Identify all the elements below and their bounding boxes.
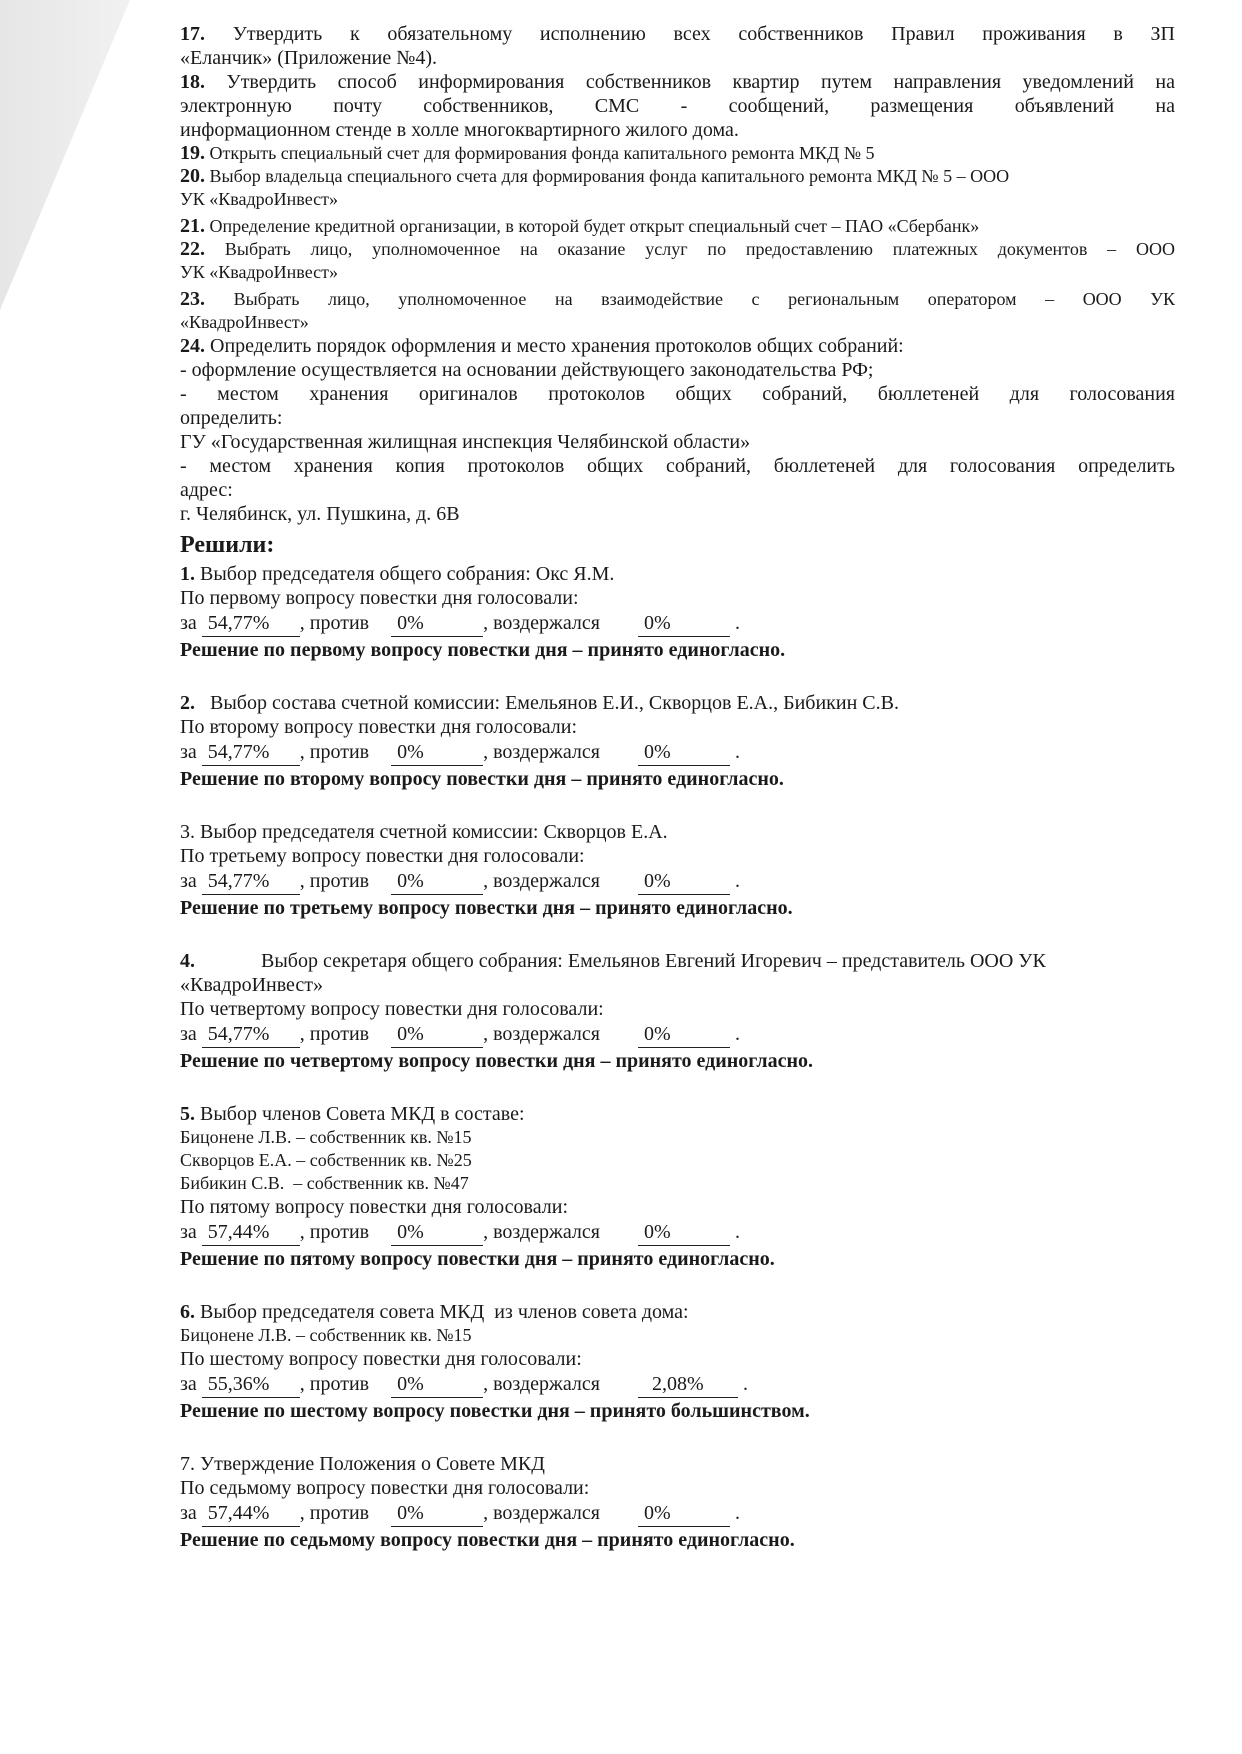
against-label: , против [299,1502,370,1524]
decision-title [180,820,1175,844]
decision-2 [180,691,1175,792]
agenda-item-24-line: адрес: [180,479,233,501]
decision-result: Решение по второму вопросу повестки дня – принято единогласно. [180,768,784,790]
council-member: Скворцов Е.А. – собственник кв. №25 [180,1150,472,1170]
abstained-label: , воздержался [483,870,600,892]
for-value: 54,77% [202,868,300,895]
agenda-item-22-cont: УК «КвадроИнвест» [180,262,338,282]
decision-text: Выбор состава счетной комиссии: Емельянов Е.И., Скворцов Е.А., Бибикин С.В. [210,692,899,714]
for-value: 54,77% [202,739,300,766]
vote-end: . [734,1221,740,1243]
against-label: , против [299,1221,370,1243]
decision-6 [180,1300,1175,1424]
vote-results [180,1021,1175,1048]
item-text: Выбор владельца специального счета для формирования фонда капитального ремонта МКД № 5 – ООО [209,166,1010,186]
agenda-item-24-line: - местом хранения копия протоколов общих собраний, бюллетеней для голосования определить [180,455,1175,477]
for-value: 54,77% [202,1021,300,1048]
abstained-label: , воздержался [483,1023,600,1045]
vote-results [180,1371,1175,1398]
decision-title [180,691,1175,715]
decision-result: Решение по первому вопросу повестки дня – принято единогласно. [180,639,786,661]
decided-heading: Решили: [180,532,275,558]
against-label: , против [299,612,370,634]
item-number: 23. [180,288,205,310]
voted-line: По пятому вопросу повестки дня голосовали: [180,1196,569,1218]
decision-number: 2. [180,692,195,714]
decision-4 [180,949,1175,1074]
against-label: , против [299,741,370,763]
item-number: 24. [180,335,205,357]
abstained-label: , воздержался [483,741,600,763]
decision-result: Решение по седьмому вопросу повестки дня – принято единогласно. [180,1529,795,1551]
decision-number: 7. [180,1453,195,1475]
against-value: 0% [391,1021,483,1048]
vote-results [180,1219,1175,1246]
council-member: Бицонене Л.В. – собственник кв. №15 [180,1127,472,1147]
decision-text: Выбор председателя счетной комиссии: Скворцов Е.А. [200,821,668,843]
item-text: Утвердить способ информирования собственников квартир путем направления уведомлений на [226,71,1176,93]
scan-shadow [0,0,140,320]
for-label: за [180,1373,197,1395]
agenda-item-18 [180,70,1175,94]
decision-text: Выбор секретаря общего собрания: Емельянов Евгений Игоревич – представитель ООО УК [261,950,1046,972]
against-value: 0% [391,610,483,637]
agenda-item-20-cont: УК «КвадроИнвест» [180,189,338,209]
decision-7 [180,1452,1175,1553]
agenda-item-24-line: ГУ «Государственная жилищная инспекция Челябинской области» [180,431,751,453]
vote-end: . [734,870,740,892]
voted-line: По шестому вопросу повестки дня голосовали: [180,1348,582,1370]
decision-number: 4. [180,950,195,972]
decision-title [180,562,1175,586]
agenda-item-24-line: определить: [180,407,283,429]
agenda-item-22 [180,238,1175,261]
against-label: , против [299,870,370,892]
for-label: за [180,870,197,892]
abstained-value: 0% [638,1021,730,1048]
against-value: 0% [391,868,483,895]
abstained-label: , воздержался [483,1373,600,1395]
decision-number: 1. [180,563,195,585]
vote-end: . [734,1502,740,1524]
decision-result: Решение по шестому вопросу повестки дня – принято большинством. [180,1400,810,1422]
for-label: за [180,741,197,763]
item-text: Открыть специальный счет для формирования фонда капитального ремонта МКД № 5 [209,143,875,163]
voted-line: По седьмому вопросу повестки дня голосовали: [180,1477,590,1499]
voted-line: По второму вопросу повестки дня голосовали: [180,716,578,738]
decision-extra: «КвадроИнвест» [180,974,324,996]
against-label: , против [299,1023,370,1045]
item-text: Определение кредитной организации, в которой будет открыт специальный счет – ПАО «Сбербанк» [209,216,980,236]
agenda-item-17-cont: «Еланчик» (Приложение №4). [180,47,438,69]
agenda-item-18-cont: электронную почту собственников, СМС - сообщений, размещения объявлений на [180,95,1175,117]
decision-title [180,949,1175,973]
vote-end: . [734,741,740,763]
decision-number: 3. [180,821,195,843]
decision-text: Выбор председателя общего собрания: Окс Я.М. [200,563,615,585]
decision-5 [180,1102,1175,1272]
item-number: 21. [180,215,205,237]
for-label: за [180,1221,197,1243]
for-label: за [180,612,197,634]
voted-line: По четвертому вопросу повестки дня голосовали: [180,998,604,1020]
agenda-item-23-cont: «КвадроИнвест» [180,312,309,332]
agenda-item-17 [180,22,1175,46]
for-value: 57,44% [202,1219,300,1246]
decision-result: Решение по третьему вопросу повестки дня – принято единогласно. [180,897,793,919]
council-member: Бибикин С.В. – собственник кв. №47 [180,1173,469,1193]
item-text: Выбрать лицо, уполномоченное на оказание услуг по предоставлению платежных документов – ООО [224,239,1176,259]
abstained-label: , воздержался [483,1502,600,1524]
against-value: 0% [391,739,483,766]
decision-number: 5. [180,1103,195,1125]
agenda-item-24-line: г. Челябинск, ул. Пушкина, д. 6В [180,503,460,525]
for-value: 54,77% [202,610,300,637]
item-text: Утвердить к обязательному исполнению всех собственников Правил проживания в ЗП [232,23,1175,45]
for-value: 57,44% [202,1500,300,1527]
abstained-value: 0% [638,739,730,766]
council-chair: Бицонене Л.В. – собственник кв. №15 [180,1325,472,1345]
abstained-value: 2,08% [638,1371,738,1398]
agenda-item-24-line: - оформление осуществляется на основании действующего законодательства РФ; [180,359,874,381]
decision-title [180,1102,1175,1126]
agenda-item-18-cont: информационном стенде в холле многоквартирного жилого дома. [180,119,739,141]
agenda-item-21 [180,215,1175,238]
vote-end: . [742,1373,748,1395]
decision-1 [180,562,1175,663]
item-number: 22. [180,238,205,260]
against-value: 0% [391,1219,483,1246]
document-page [180,22,1175,1553]
vote-end: . [734,612,740,634]
abstained-value: 0% [638,610,730,637]
voted-line: По первому вопросу повестки дня голосовали: [180,587,579,609]
abstained-value: 0% [638,868,730,895]
vote-end: . [734,1023,740,1045]
decision-3 [180,820,1175,921]
decision-text: Выбор председателя совета МКД из членов совета дома: [200,1301,689,1323]
decision-result: Решение по четвертому вопросу повестки дня – принято единогласно. [180,1050,813,1072]
agenda-item-19 [180,142,1175,165]
vote-results [180,739,1175,766]
against-value: 0% [391,1500,483,1527]
decision-text: Выбор членов Совета МКД в составе: [200,1103,525,1125]
agenda-item-23 [180,288,1175,311]
for-value: 55,36% [202,1371,300,1398]
abstained-label: , воздержался [483,612,600,634]
vote-results [180,868,1175,895]
item-number: 19. [180,142,205,164]
agenda-item-24 [180,334,1175,358]
decision-number: 6. [180,1301,195,1323]
decision-text: Утверждение Положения о Совете МКД [200,1453,545,1475]
agenda-item-24-line: - местом хранения оригиналов протоколов общих собраний, бюллетеней для голосования [180,383,1175,405]
voted-line: По третьему вопросу повестки дня голосовали: [180,845,585,867]
decision-title [180,1300,1175,1324]
item-text: Выбрать лицо, уполномоченное на взаимодействие с региональным оператором – ООО УК [233,289,1175,309]
item-number: 18. [180,71,205,93]
for-label: за [180,1023,197,1045]
for-label: за [180,1502,197,1524]
decision-result: Решение по пятому вопросу повестки дня – принято единогласно. [180,1248,775,1270]
item-number: 20. [180,165,205,187]
against-value: 0% [391,1371,483,1398]
vote-results [180,1500,1175,1527]
abstained-value: 0% [638,1500,730,1527]
decision-title [180,1452,1175,1476]
abstained-value: 0% [638,1219,730,1246]
item-text: Определить порядок оформления и место хранения протоколов общих собраний: [210,335,904,357]
agenda-item-20 [180,165,1175,188]
item-number: 17. [180,23,205,45]
abstained-label: , воздержался [483,1221,600,1243]
vote-results [180,610,1175,637]
against-label: , против [299,1373,370,1395]
